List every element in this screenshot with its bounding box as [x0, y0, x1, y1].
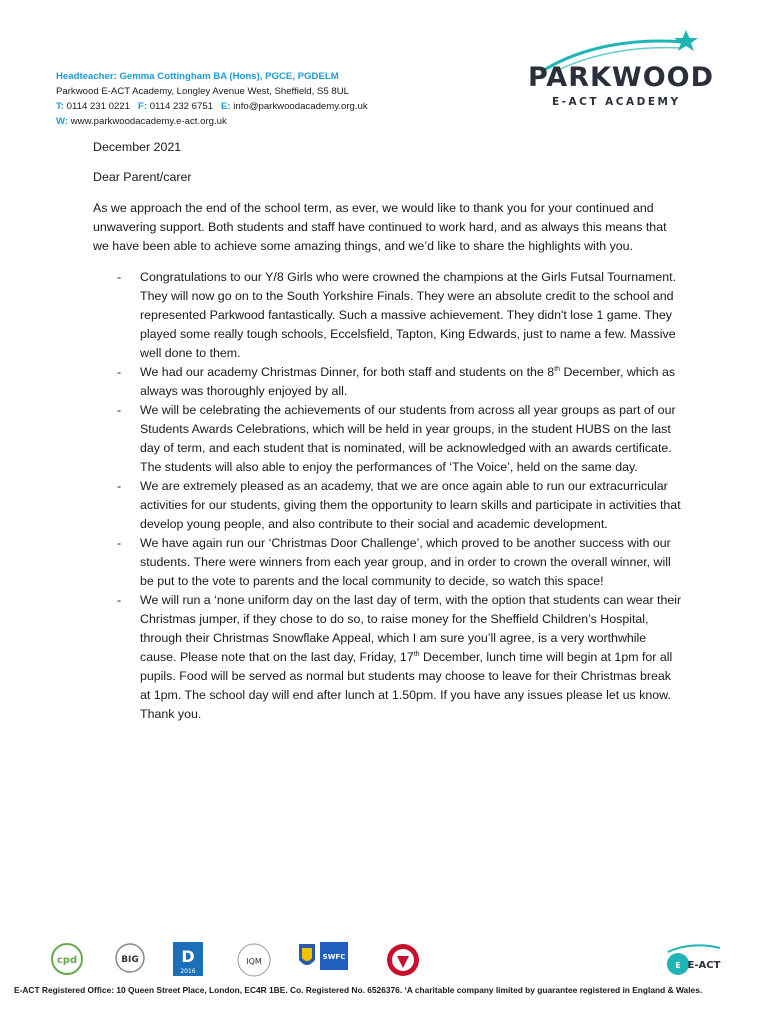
letterhead: [56, 69, 368, 129]
dinner-text-rest: December, which as always was thoroughly enjoyed by all.: [140, 365, 676, 398]
tel-label: T:: [56, 101, 64, 112]
list-item: [93, 268, 683, 363]
accreditation-logos: [40, 942, 740, 982]
bullet-text: Congratulations to our Y/8 Girls who were crowned the champions at the Girls Futsal Tournament. They will now go on to the South Yorkshire Finals. They were an absolute credit to the school and represented Parkwood fantastically. Such a massive achievement. They didn't lose 1 game. They played some really tough schools, Eccelsfield, Tapton, King Edwards, just to name a few. Massive well done to them.: [140, 270, 677, 360]
email-link[interactable]: info@parkwoodacademy.org.uk: [233, 101, 368, 112]
bullet-text-dinner: [140, 365, 675, 398]
address-line: Parkwood E-ACT Academy, Longley Avenue West, Sheffield, S5 8UL: [56, 86, 349, 97]
bullet-dash: -: [117, 403, 122, 417]
nonuniform-text: We will run a ‘none uniform day on the last day of term, with the option that students can wear their Christmas jumper, if they chose to do so, to raise money for the Sheffield Children’s Hospital, through their Christmas Snowflake Appeal, which I am sure you’ll agree, is a very worthwhile cause. Please note that on the last day, Friday, 17: [140, 593, 682, 664]
fax-label: F:: [137, 101, 148, 112]
dinner-text: We had our academy Christmas Dinner, for both staff and students on the 8: [140, 365, 555, 379]
svg-text:D: D: [181, 947, 195, 966]
bullet-dash: -: [117, 536, 122, 550]
letter-body: [93, 138, 683, 724]
list-item: [93, 401, 683, 477]
bullet-dash: -: [117, 270, 122, 284]
sufc-crest-logo: [385, 942, 421, 978]
web-label: W:: [56, 116, 69, 127]
big-award-logo: [114, 942, 146, 974]
letter-date: December 2021: [93, 140, 182, 154]
web-link[interactable]: www.parkwoodacademy.e-act.org.uk: [70, 116, 227, 127]
swfc-logo: [320, 942, 348, 970]
salutation: Dear Parent/carer: [93, 170, 192, 184]
list-item: [93, 477, 683, 534]
list-item: [93, 363, 683, 401]
cpd-logo: [50, 942, 84, 976]
contact-line: [56, 99, 368, 114]
fax-value: 0114 232 6751: [149, 101, 214, 112]
web-line: [56, 114, 368, 129]
iqm-logo-text: IQM: [246, 957, 262, 966]
bullet-text: We are extremely pleased as an academy, that we are once again able to run our extracurricular activities for our students, giving them the opportunity to learn skills and participate in activities that develop young people, and also contribute to their social and academic development.: [140, 479, 681, 531]
iqm-logo: [236, 942, 272, 978]
nonuniform-text-rest: December, lunch time will begin at 1pm for all pupils. Food will be served as normal but students may choose to leave for their Christmas break at 1pm. The school day will end after lunch at 1.50pm. If you have any issues please let us know. Thank you.: [140, 650, 673, 721]
bullet-dash: -: [117, 365, 122, 379]
bullet-text: We will be celebrating the achievements of our students from across all year groups as part of our Students Awards Celebrations, which will be held in year groups, in the student HUBS on the last day of term, and each student that is nominated, will be acknowledged with an awards certificate. The students will also able to enjoy the performances of ‘The Voice’, held on the same day.: [140, 403, 676, 474]
crest-logo: [297, 942, 317, 972]
logo-subtitle: E-ACT ACADEMY: [552, 96, 681, 108]
big-logo-text: BIG: [121, 955, 139, 965]
swfc-logo-text: SWFC: [322, 953, 346, 961]
intro-paragraph: As we approach the end of the school term, as ever, we would like to thank you for your continued and unwavering support. Both students and staff have continued to work hard, and as always this means that we have been able to achieve some amazing things, and we’d like to share the highlights with you.: [93, 201, 667, 253]
parkwood-logo: [524, 26, 715, 116]
registered-office-footer: E-ACT Registered Office: 10 Queen Street Place, London, EC4R 1BE. Co. Registered No. 6526376. ‘A charitable company limited by guarantee registered in England & Wales.: [14, 985, 703, 995]
cpd-logo-text: cpd: [56, 955, 78, 966]
ordinal-suffix: th: [413, 650, 420, 658]
eact-logo-text: E-ACT: [687, 960, 721, 971]
bullet-dash: -: [117, 479, 122, 493]
eact-logo: [664, 942, 726, 978]
bullet-text: We have again run our ‘Christmas Door Challenge’, which proved to be another success with our students. There were winners from each year group, and in order to crown the overall winner, will be put to the vote to parents and the local community to decide, so watch this space!: [140, 536, 671, 588]
list-item: [93, 591, 683, 724]
svg-text:E: E: [675, 961, 681, 970]
headteacher-line: Headteacher: Gemma Cottingham BA (Hons), PGCE, PGDELM: [56, 71, 339, 82]
bullet-dash: -: [117, 593, 122, 607]
ordinal-suffix: th: [554, 365, 561, 373]
list-item: [93, 534, 683, 591]
highlights-list: [93, 268, 683, 724]
bullet-text-nonuniform: [140, 593, 681, 721]
d-logo-year: 2016: [180, 968, 196, 975]
email-label: E:: [221, 101, 231, 112]
tel-value: 0114 231 0221: [66, 101, 130, 112]
d-2016-logo: [173, 942, 203, 976]
logo-wordmark: PARKWOOD: [528, 62, 715, 93]
